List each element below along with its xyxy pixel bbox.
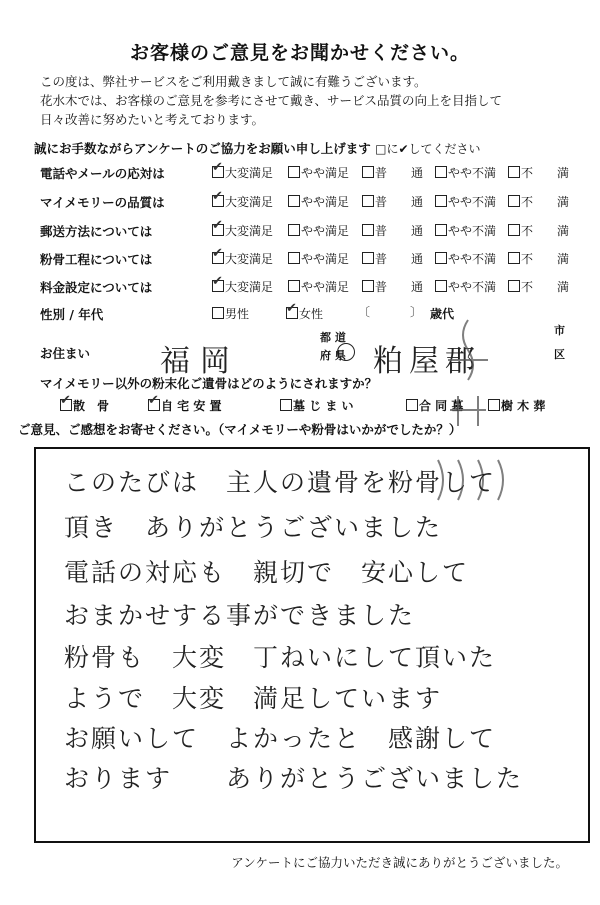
- rating-option-label: やや満足: [301, 252, 350, 266]
- comment-line-4: おまかせする事ができました: [64, 601, 416, 630]
- intro-line-1: この度は、弊社サービスをご利用戴きまして誠に有難うございます。: [40, 74, 427, 89]
- rating-option[interactable]: [288, 164, 349, 181]
- remains-checkbox[interactable]: [148, 399, 160, 411]
- remains-option-label: 散 骨: [73, 399, 110, 413]
- city-value[interactable]: 粕屋郡: [373, 344, 481, 379]
- rating-option-label: 大変満足: [225, 195, 274, 209]
- rating-option-label: やや満足: [301, 224, 350, 238]
- age-suffix: 歳代: [430, 307, 455, 321]
- rating-option-label: 不 満: [521, 280, 570, 294]
- rating-checkbox[interactable]: [508, 224, 520, 236]
- comment-box[interactable]: [34, 447, 590, 843]
- male-checkbox[interactable]: [212, 307, 224, 319]
- rating-checkbox[interactable]: [212, 166, 224, 178]
- prefecture-suffix-top: 都 道: [320, 331, 346, 344]
- rating-checkbox[interactable]: [212, 224, 224, 236]
- rating-option[interactable]: [288, 250, 349, 267]
- rating-checkbox[interactable]: [212, 280, 224, 292]
- rating-option-label: 普 通: [375, 195, 424, 209]
- page-title: お客様のご意見をお聞かせください。: [129, 42, 470, 64]
- question-label: 郵送方法については: [40, 224, 153, 239]
- intro-line-2: 花水木では、お客様のご意見を参考にさせて戴き、サービス品質の向上を目指して: [40, 93, 503, 108]
- question-label: 料金設定については: [40, 280, 153, 295]
- remains-option-label: 樹 木 葬: [501, 399, 546, 413]
- rating-checkbox[interactable]: [362, 224, 374, 236]
- city-suffix-bottom: 区: [554, 348, 565, 361]
- comment-line-3: 電話の対応も 親切で 安心して: [64, 558, 470, 587]
- rating-option-label: やや満足: [301, 280, 350, 294]
- rating-option-label: 不 満: [521, 224, 570, 238]
- gender-age-label: 性別 / 年代: [40, 307, 104, 322]
- rating-option[interactable]: [288, 193, 349, 210]
- survey-request: [34, 139, 481, 157]
- rating-option[interactable]: [212, 164, 273, 181]
- rating-option-label: 大変満足: [225, 224, 274, 238]
- rating-option-label: やや満足: [301, 195, 350, 209]
- rating-checkbox[interactable]: [288, 280, 300, 292]
- rating-option-label: 普 通: [375, 280, 424, 294]
- rating-option-label: 不 満: [521, 252, 570, 266]
- rating-option-label: 普 通: [375, 224, 424, 238]
- rating-option-label: やや不満: [448, 224, 497, 238]
- rating-option[interactable]: [435, 164, 496, 181]
- rating-checkbox[interactable]: [508, 280, 520, 292]
- comment-header: ご意見、ご感想をお寄せください。（マイメモリーや粉骨はいかがでしたか？）: [18, 422, 462, 437]
- remains-option[interactable]: [60, 397, 109, 414]
- rating-option[interactable]: [362, 250, 423, 267]
- remains-checkbox[interactable]: [280, 399, 292, 411]
- rating-checkbox[interactable]: [212, 195, 224, 207]
- rating-checkbox[interactable]: [288, 195, 300, 207]
- thank-you-footer: アンケートにご協力いただき誠にありがとうございました。: [231, 855, 568, 870]
- survey-request-text: 誠にお手数ながらアンケートのご協力をお願い申し上げます: [34, 141, 371, 156]
- rating-option[interactable]: [288, 222, 349, 239]
- gender-male-option[interactable]: [212, 305, 249, 322]
- remains-option[interactable]: [148, 397, 222, 414]
- rating-option[interactable]: [362, 278, 423, 295]
- rating-checkbox[interactable]: [508, 166, 520, 178]
- rating-option[interactable]: [362, 164, 423, 181]
- male-label: 男性: [225, 307, 250, 321]
- rating-option-label: 大変満足: [225, 280, 274, 294]
- rating-option-label: 不 満: [521, 166, 570, 180]
- rating-option[interactable]: [435, 222, 496, 239]
- prefecture-suffix-bottom: 府 県: [320, 349, 346, 362]
- age-open-bracket: 〔: [358, 305, 371, 319]
- rating-option-label: やや不満: [448, 252, 497, 266]
- comment-line-6: ようで 大変 満足しています: [64, 684, 443, 713]
- rating-checkbox[interactable]: [435, 195, 447, 207]
- rating-checkbox[interactable]: [362, 166, 374, 178]
- rating-checkbox[interactable]: [435, 166, 447, 178]
- remains-option[interactable]: [280, 397, 354, 414]
- comment-line-7: お願いして よかったと 感謝して: [64, 724, 497, 753]
- rating-option-label: やや満足: [301, 166, 350, 180]
- intro-line-3: 日々改善に努めたいと考えております。: [40, 112, 265, 127]
- rating-option[interactable]: [288, 278, 349, 295]
- comment-line-5: 粉骨も 大変 丁ねいにして頂いた: [64, 643, 497, 672]
- rating-option-label: やや不満: [448, 195, 497, 209]
- remains-option-label: 墓 じ ま い: [293, 399, 354, 413]
- address-label: お住まい: [40, 346, 91, 361]
- female-checkbox[interactable]: [286, 307, 298, 319]
- gender-female-option[interactable]: [286, 305, 323, 322]
- rating-option-label: 大変満足: [225, 166, 274, 180]
- rating-option-label: 不 満: [521, 195, 570, 209]
- rating-option[interactable]: [435, 278, 496, 295]
- rating-checkbox[interactable]: [435, 252, 447, 264]
- rating-checkbox[interactable]: [508, 195, 520, 207]
- remains-question: マイメモリー以外の粉末化ご遺骨はどのようにされますか？: [40, 376, 378, 391]
- remains-checkbox[interactable]: [406, 399, 418, 411]
- rating-option[interactable]: [212, 222, 273, 239]
- rating-option[interactable]: [508, 250, 569, 267]
- rating-option-label: 大変満足: [225, 252, 274, 266]
- rating-checkbox[interactable]: [288, 166, 300, 178]
- rating-checkbox[interactable]: [508, 252, 520, 264]
- prefecture-circle-mark: [337, 343, 355, 361]
- female-label: 女性: [299, 307, 324, 321]
- rating-option-label: やや不満: [448, 280, 497, 294]
- rating-option[interactable]: [212, 278, 273, 295]
- rating-option[interactable]: [212, 250, 273, 267]
- rating-option[interactable]: [508, 164, 569, 181]
- comment-line-1: このたびは 主人の遺骨を粉骨して: [64, 468, 497, 497]
- rating-option[interactable]: [508, 222, 569, 239]
- rating-option-label: やや不満: [448, 166, 497, 180]
- prefecture-value[interactable]: 福岡: [160, 344, 240, 379]
- comment-line-2: 頂き ありがとうございました: [64, 513, 443, 542]
- question-label: マイメモリーの品質は: [40, 195, 165, 210]
- rating-checkbox[interactable]: [288, 224, 300, 236]
- checkbox-instruction: □に✔してください: [375, 142, 481, 156]
- comment-line-8: おります ありがとうございました: [64, 764, 524, 793]
- rating-option[interactable]: [508, 193, 569, 210]
- rating-option[interactable]: [212, 193, 273, 210]
- remains-option-label: 合 同 墓: [419, 399, 464, 413]
- rating-checkbox[interactable]: [362, 195, 374, 207]
- rating-option-label: 普 通: [375, 252, 424, 266]
- city-suffix-top: 市: [554, 324, 565, 337]
- remains-checkbox[interactable]: [60, 399, 72, 411]
- rating-option[interactable]: [435, 193, 496, 210]
- rating-option[interactable]: [508, 278, 569, 295]
- age-close-bracket: 〕: [410, 305, 423, 319]
- rating-option[interactable]: [362, 222, 423, 239]
- rating-option[interactable]: [435, 250, 496, 267]
- rating-option[interactable]: [362, 193, 423, 210]
- rating-checkbox[interactable]: [435, 224, 447, 236]
- remains-option-label: 自 宅 安 置: [161, 399, 222, 413]
- rating-checkbox[interactable]: [362, 280, 374, 292]
- rating-checkbox[interactable]: [435, 280, 447, 292]
- rating-option-label: 普 通: [375, 166, 424, 180]
- rating-checkbox[interactable]: [288, 252, 300, 264]
- question-label: 粉骨工程については: [40, 252, 153, 267]
- question-label: 電話やメールの応対は: [40, 166, 165, 181]
- rating-checkbox[interactable]: [212, 252, 224, 264]
- rating-checkbox[interactable]: [362, 252, 374, 264]
